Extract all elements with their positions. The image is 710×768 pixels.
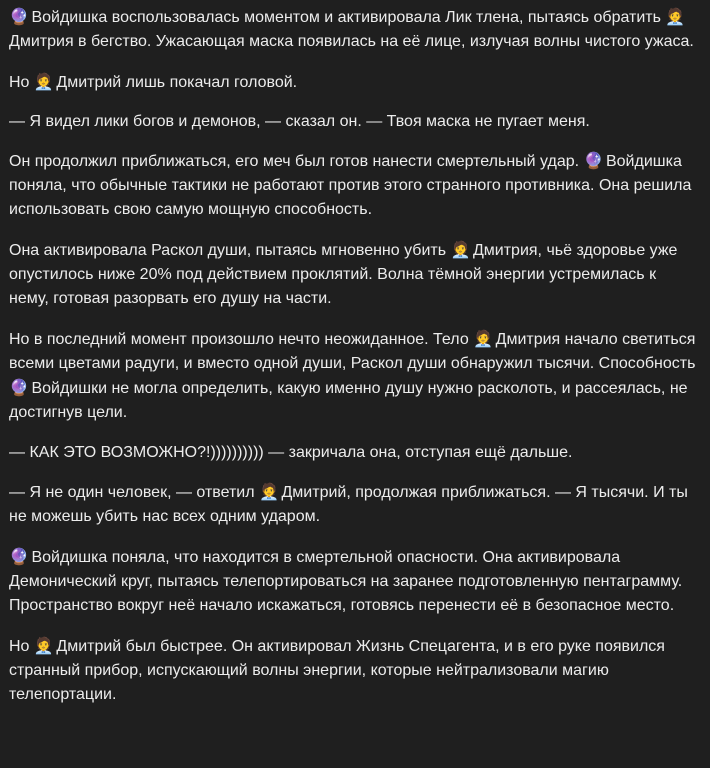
paragraph-2	[9, 70, 699, 95]
paragraph-9	[9, 545, 699, 618]
paragraph-10	[9, 634, 699, 707]
paragraph-text: Дмитрий лишь покачал головой.	[56, 74, 298, 91]
paragraph-text: — Я видел лики богов и демонов, — сказал он. — Твоя маска не пугает меня.	[9, 113, 590, 130]
paragraph-text: — КАК ЭТО ВОЗМОЖНО?!)))))))))) — закричала она, отступая ещё дальше.	[9, 444, 573, 461]
paragraph-1	[9, 5, 699, 54]
office-worker-icon: 🧑‍💼	[473, 329, 494, 348]
paragraph-4	[9, 149, 699, 222]
office-worker-icon: 🧑‍💼	[33, 72, 54, 91]
paragraph-text: Войдишка поняла, что обычные тактики не работают против этого странного противника. Она решила использовать свою самую мощную способность.	[9, 153, 692, 218]
paragraph-text: Но	[9, 638, 34, 655]
crystal-ball-icon: 🔮	[9, 547, 29, 566]
paragraph-text: Дмитрий был быстрее. Он активировал Жизнь Спецагента, и в его руке появился странный прибор, испускающий волны энергии, которые нейтрализовали магию телепортации.	[9, 638, 665, 703]
office-worker-icon: 🧑‍💼	[665, 7, 686, 26]
paragraph-text: — Я не один человек, — ответил	[9, 484, 260, 501]
paragraph-text: Она активировала Раскол души, пытаясь мгновенно убить	[9, 242, 451, 259]
paragraph-text: Но	[9, 74, 34, 91]
office-worker-icon: 🧑‍💼	[33, 636, 54, 655]
paragraph-8	[9, 480, 699, 529]
paragraph-text: Дмитрия в бегство. Ужасающая маска появилась на её лице, излучая волны чистого ужаса.	[9, 33, 694, 50]
paragraph-6	[9, 327, 699, 425]
paragraph-text: Он продолжил приближаться, его меч был готов нанести смертельный удар.	[9, 153, 584, 170]
paragraph-3	[9, 110, 699, 134]
crystal-ball-icon: 🔮	[9, 378, 29, 397]
paragraph-text: Дмитрия, чьё здоровье уже опустилось ниже 20% под действием проклятий. Волна тёмной энергии устремилась к нему, готовая разорвать его душу на части.	[9, 242, 678, 307]
paragraph-text: Войдишка поняла, что находится в смертельной опасности. Она активировала Демонический круг, пытаясь телепортироваться на заранее подготовленную пентаграмму. Пространство вокруг неё начало искажаться, готовясь перенести её в безопасное место.	[9, 549, 683, 614]
crystal-ball-icon: 🔮	[583, 151, 604, 170]
paragraph-5	[9, 238, 699, 311]
crystal-ball-icon: 🔮	[9, 7, 29, 26]
story-text	[9, 5, 699, 723]
paragraph-text: Войдишки не могла определить, какую именно душу нужно расколоть, и рассеялась, не достигнув цели.	[9, 380, 688, 421]
office-worker-icon: 🧑‍💼	[450, 240, 471, 259]
paragraph-text: Дмитрий, продолжая приближаться. — Я тысячи. И ты не можешь убить нас всех одним ударом.	[9, 484, 688, 525]
paragraph-7	[9, 441, 699, 465]
paragraph-text: Войдишка воспользовалась моментом и активировала Лик тлена, пытаясь обратить	[31, 9, 666, 26]
paragraph-text: Дмитрия начало светиться всеми цветами радуги, и вместо одной души, Раскол души обнаружил тысячи. Способность	[9, 331, 696, 372]
paragraph-text: Но в последний момент произошло нечто неожиданное. Тело	[9, 331, 474, 348]
office-worker-icon: 🧑‍💼	[259, 482, 279, 501]
